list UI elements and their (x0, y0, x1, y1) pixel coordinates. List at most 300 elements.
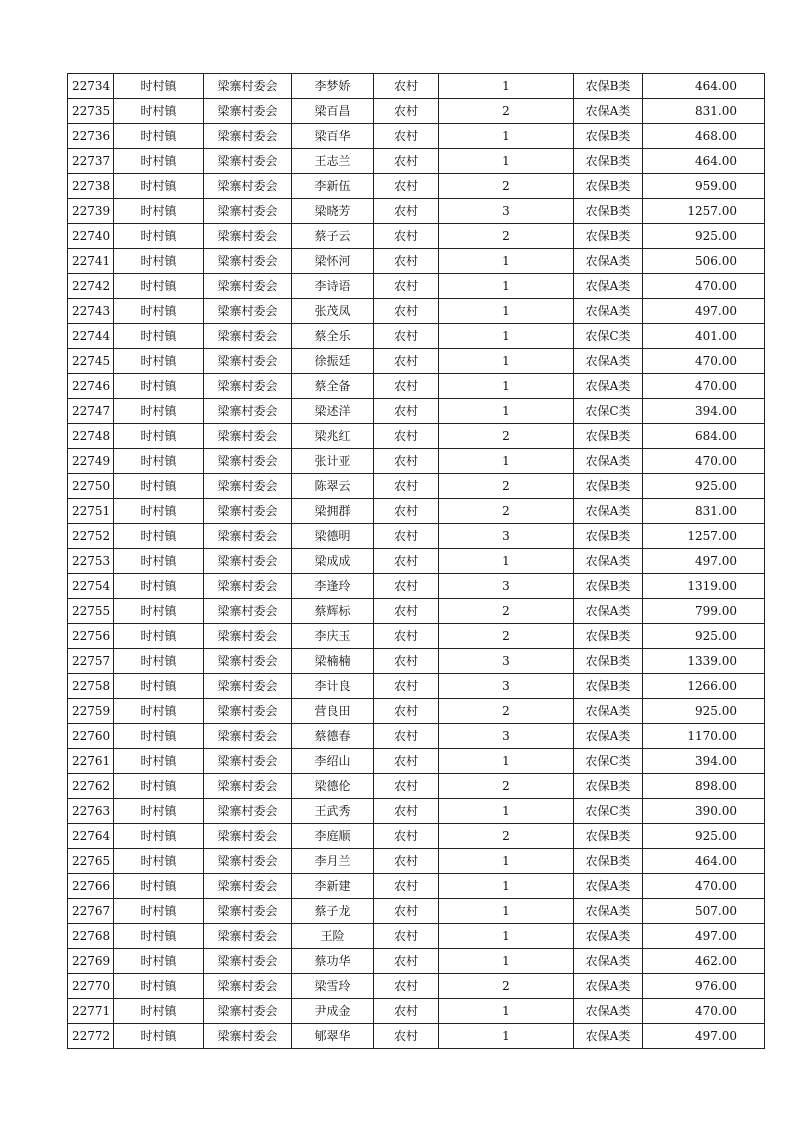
village-committee-cell: 梁寨村委会 (204, 749, 292, 774)
persons-count-cell: 1 (439, 374, 574, 399)
amount-cell: 462.00 (643, 949, 765, 974)
record-id-cell: 22744 (68, 324, 114, 349)
record-id-cell: 22756 (68, 624, 114, 649)
amount-cell: 1339.00 (643, 649, 765, 674)
village-committee-cell: 梁寨村委会 (204, 599, 292, 624)
town-cell: 时村镇 (114, 299, 204, 324)
table-row (68, 299, 765, 324)
person-name-cell: 蔡德春 (292, 724, 374, 749)
persons-count-cell: 2 (439, 974, 574, 999)
amount-cell: 497.00 (643, 1024, 765, 1049)
insurance-category-cell: 农保A类 (574, 274, 643, 299)
person-name-cell: 蔡全备 (292, 374, 374, 399)
table-body (68, 74, 765, 1049)
area-type-cell: 农村 (374, 674, 439, 699)
area-type-cell: 农村 (374, 899, 439, 924)
person-name-cell: 李梦娇 (292, 74, 374, 99)
record-id-cell: 22742 (68, 274, 114, 299)
record-id-cell: 22754 (68, 574, 114, 599)
area-type-cell: 农村 (374, 749, 439, 774)
village-committee-cell: 梁寨村委会 (204, 124, 292, 149)
town-cell: 时村镇 (114, 124, 204, 149)
area-type-cell: 农村 (374, 399, 439, 424)
area-type-cell: 农村 (374, 324, 439, 349)
area-type-cell: 农村 (374, 1024, 439, 1049)
area-type-cell: 农村 (374, 699, 439, 724)
amount-cell: 507.00 (643, 899, 765, 924)
village-committee-cell: 梁寨村委会 (204, 174, 292, 199)
village-committee-cell: 梁寨村委会 (204, 699, 292, 724)
area-type-cell: 农村 (374, 724, 439, 749)
amount-cell: 390.00 (643, 799, 765, 824)
amount-cell: 506.00 (643, 249, 765, 274)
persons-count-cell: 1 (439, 149, 574, 174)
insurance-category-cell: 农保A类 (574, 1024, 643, 1049)
persons-count-cell: 2 (439, 774, 574, 799)
person-name-cell: 梁述洋 (292, 399, 374, 424)
table-row (68, 74, 765, 99)
table-row (68, 274, 765, 299)
village-committee-cell: 梁寨村委会 (204, 799, 292, 824)
table-row (68, 174, 765, 199)
table-row (68, 724, 765, 749)
area-type-cell: 农村 (374, 574, 439, 599)
amount-cell: 464.00 (643, 74, 765, 99)
village-committee-cell: 梁寨村委会 (204, 499, 292, 524)
persons-count-cell: 3 (439, 524, 574, 549)
table-row (68, 574, 765, 599)
persons-count-cell: 2 (439, 499, 574, 524)
town-cell: 时村镇 (114, 999, 204, 1024)
record-id-cell: 22766 (68, 874, 114, 899)
area-type-cell: 农村 (374, 624, 439, 649)
person-name-cell: 梁成成 (292, 549, 374, 574)
record-id-cell: 22772 (68, 1024, 114, 1049)
persons-count-cell: 1 (439, 949, 574, 974)
insurance-category-cell: 农保B类 (574, 774, 643, 799)
area-type-cell: 农村 (374, 124, 439, 149)
town-cell: 时村镇 (114, 449, 204, 474)
record-id-cell: 22769 (68, 949, 114, 974)
record-id-cell: 22765 (68, 849, 114, 874)
insurance-category-cell: 农保A类 (574, 599, 643, 624)
amount-cell: 959.00 (643, 174, 765, 199)
record-id-cell: 22759 (68, 699, 114, 724)
village-committee-cell: 梁寨村委会 (204, 574, 292, 599)
insurance-category-cell: 农保B类 (574, 124, 643, 149)
persons-count-cell: 1 (439, 274, 574, 299)
amount-cell: 831.00 (643, 499, 765, 524)
village-committee-cell: 梁寨村委会 (204, 674, 292, 699)
record-id-cell: 22757 (68, 649, 114, 674)
village-committee-cell: 梁寨村委会 (204, 449, 292, 474)
person-name-cell: 营良田 (292, 699, 374, 724)
insurance-category-cell: 农保B类 (574, 674, 643, 699)
person-name-cell: 郇翠华 (292, 1024, 374, 1049)
area-type-cell: 农村 (374, 299, 439, 324)
persons-count-cell: 2 (439, 424, 574, 449)
person-name-cell: 张茂凤 (292, 299, 374, 324)
record-id-cell: 22736 (68, 124, 114, 149)
amount-cell: 394.00 (643, 749, 765, 774)
area-type-cell: 农村 (374, 599, 439, 624)
insurance-category-cell: 农保A类 (574, 999, 643, 1024)
persons-count-cell: 2 (439, 99, 574, 124)
table-row (68, 524, 765, 549)
insurance-category-cell: 农保A类 (574, 874, 643, 899)
town-cell: 时村镇 (114, 324, 204, 349)
record-id-cell: 22770 (68, 974, 114, 999)
area-type-cell: 农村 (374, 824, 439, 849)
persons-count-cell: 1 (439, 874, 574, 899)
persons-count-cell: 3 (439, 199, 574, 224)
amount-cell: 1266.00 (643, 674, 765, 699)
persons-count-cell: 1 (439, 899, 574, 924)
village-committee-cell: 梁寨村委会 (204, 99, 292, 124)
village-committee-cell: 梁寨村委会 (204, 824, 292, 849)
record-id-cell: 22768 (68, 924, 114, 949)
table-row (68, 649, 765, 674)
person-name-cell: 梁百华 (292, 124, 374, 149)
record-id-cell: 22749 (68, 449, 114, 474)
person-name-cell: 李新伍 (292, 174, 374, 199)
amount-cell: 898.00 (643, 774, 765, 799)
record-id-cell: 22755 (68, 599, 114, 624)
table-row (68, 399, 765, 424)
village-committee-cell: 梁寨村委会 (204, 224, 292, 249)
person-name-cell: 李诗语 (292, 274, 374, 299)
amount-cell: 470.00 (643, 349, 765, 374)
table-row (68, 474, 765, 499)
amount-cell: 925.00 (643, 824, 765, 849)
amount-cell: 464.00 (643, 149, 765, 174)
persons-count-cell: 1 (439, 249, 574, 274)
town-cell: 时村镇 (114, 499, 204, 524)
person-name-cell: 王志兰 (292, 149, 374, 174)
table-row (68, 599, 765, 624)
town-cell: 时村镇 (114, 249, 204, 274)
village-committee-cell: 梁寨村委会 (204, 199, 292, 224)
insurance-category-cell: 农保A类 (574, 899, 643, 924)
person-name-cell: 蔡子云 (292, 224, 374, 249)
table-row (68, 224, 765, 249)
amount-cell: 1257.00 (643, 199, 765, 224)
person-name-cell: 梁百昌 (292, 99, 374, 124)
village-committee-cell: 梁寨村委会 (204, 549, 292, 574)
area-type-cell: 农村 (374, 949, 439, 974)
insurance-category-cell: 农保A类 (574, 449, 643, 474)
insurance-category-cell: 农保A类 (574, 949, 643, 974)
person-name-cell: 王武秀 (292, 799, 374, 824)
insurance-category-cell: 农保B类 (574, 474, 643, 499)
area-type-cell: 农村 (374, 999, 439, 1024)
area-type-cell: 农村 (374, 99, 439, 124)
area-type-cell: 农村 (374, 924, 439, 949)
person-name-cell: 蔡功华 (292, 949, 374, 974)
persons-count-cell: 1 (439, 999, 574, 1024)
record-id-cell: 22762 (68, 774, 114, 799)
amount-cell: 394.00 (643, 399, 765, 424)
area-type-cell: 农村 (374, 424, 439, 449)
town-cell: 时村镇 (114, 774, 204, 799)
area-type-cell: 农村 (374, 849, 439, 874)
persons-count-cell: 1 (439, 849, 574, 874)
record-id-cell: 22745 (68, 349, 114, 374)
person-name-cell: 李庭顺 (292, 824, 374, 849)
person-name-cell: 梁兆红 (292, 424, 374, 449)
person-name-cell: 梁楠楠 (292, 649, 374, 674)
town-cell: 时村镇 (114, 149, 204, 174)
table-row (68, 999, 765, 1024)
person-name-cell: 徐振廷 (292, 349, 374, 374)
insurance-category-cell: 农保A类 (574, 549, 643, 574)
record-id-cell: 22737 (68, 149, 114, 174)
village-committee-cell: 梁寨村委会 (204, 874, 292, 899)
town-cell: 时村镇 (114, 749, 204, 774)
insurance-category-cell: 农保A类 (574, 924, 643, 949)
village-committee-cell: 梁寨村委会 (204, 74, 292, 99)
record-id-cell: 22760 (68, 724, 114, 749)
village-committee-cell: 梁寨村委会 (204, 149, 292, 174)
amount-cell: 976.00 (643, 974, 765, 999)
town-cell: 时村镇 (114, 474, 204, 499)
persons-count-cell: 3 (439, 649, 574, 674)
area-type-cell: 农村 (374, 799, 439, 824)
table-row (68, 874, 765, 899)
town-cell: 时村镇 (114, 899, 204, 924)
town-cell: 时村镇 (114, 599, 204, 624)
town-cell: 时村镇 (114, 1024, 204, 1049)
amount-cell: 1170.00 (643, 724, 765, 749)
person-name-cell: 李新建 (292, 874, 374, 899)
town-cell: 时村镇 (114, 674, 204, 699)
person-name-cell: 梁德伦 (292, 774, 374, 799)
person-name-cell: 张计亚 (292, 449, 374, 474)
area-type-cell: 农村 (374, 74, 439, 99)
town-cell: 时村镇 (114, 224, 204, 249)
persons-count-cell: 2 (439, 824, 574, 849)
persons-count-cell: 1 (439, 324, 574, 349)
person-name-cell: 梁雪玲 (292, 974, 374, 999)
area-type-cell: 农村 (374, 524, 439, 549)
town-cell: 时村镇 (114, 524, 204, 549)
area-type-cell: 农村 (374, 874, 439, 899)
town-cell: 时村镇 (114, 199, 204, 224)
area-type-cell: 农村 (374, 974, 439, 999)
village-committee-cell: 梁寨村委会 (204, 949, 292, 974)
persons-count-cell: 2 (439, 224, 574, 249)
person-name-cell: 梁拥群 (292, 499, 374, 524)
table-row (68, 749, 765, 774)
record-id-cell: 22740 (68, 224, 114, 249)
town-cell: 时村镇 (114, 624, 204, 649)
persons-count-cell: 2 (439, 474, 574, 499)
person-name-cell: 梁怀河 (292, 249, 374, 274)
table-row (68, 824, 765, 849)
amount-cell: 470.00 (643, 374, 765, 399)
town-cell: 时村镇 (114, 399, 204, 424)
village-committee-cell: 梁寨村委会 (204, 474, 292, 499)
amount-cell: 401.00 (643, 324, 765, 349)
amount-cell: 470.00 (643, 449, 765, 474)
persons-count-cell: 1 (439, 399, 574, 424)
area-type-cell: 农村 (374, 549, 439, 574)
amount-cell: 497.00 (643, 549, 765, 574)
village-committee-cell: 梁寨村委会 (204, 324, 292, 349)
insurance-category-cell: 农保B类 (574, 824, 643, 849)
insurance-category-cell: 农保C类 (574, 324, 643, 349)
amount-cell: 1257.00 (643, 524, 765, 549)
data-table (67, 73, 765, 1049)
person-name-cell: 蔡子龙 (292, 899, 374, 924)
village-committee-cell: 梁寨村委会 (204, 774, 292, 799)
table-row (68, 199, 765, 224)
record-id-cell: 22767 (68, 899, 114, 924)
insurance-category-cell: 农保C类 (574, 399, 643, 424)
town-cell: 时村镇 (114, 824, 204, 849)
insurance-category-cell: 农保B类 (574, 574, 643, 599)
table-row (68, 899, 765, 924)
village-committee-cell: 梁寨村委会 (204, 849, 292, 874)
insurance-category-cell: 农保A类 (574, 299, 643, 324)
persons-count-cell: 1 (439, 799, 574, 824)
town-cell: 时村镇 (114, 349, 204, 374)
amount-cell: 468.00 (643, 124, 765, 149)
record-id-cell: 22738 (68, 174, 114, 199)
persons-count-cell: 3 (439, 724, 574, 749)
record-id-cell: 22764 (68, 824, 114, 849)
village-committee-cell: 梁寨村委会 (204, 524, 292, 549)
amount-cell: 684.00 (643, 424, 765, 449)
persons-count-cell: 1 (439, 1024, 574, 1049)
village-committee-cell: 梁寨村委会 (204, 374, 292, 399)
table-row (68, 674, 765, 699)
amount-cell: 925.00 (643, 699, 765, 724)
town-cell: 时村镇 (114, 799, 204, 824)
area-type-cell: 农村 (374, 149, 439, 174)
persons-count-cell: 1 (439, 124, 574, 149)
amount-cell: 470.00 (643, 874, 765, 899)
table-row (68, 849, 765, 874)
area-type-cell: 农村 (374, 374, 439, 399)
town-cell: 时村镇 (114, 424, 204, 449)
insurance-category-cell: 农保B类 (574, 174, 643, 199)
insurance-category-cell: 农保B类 (574, 849, 643, 874)
insurance-category-cell: 农保A类 (574, 349, 643, 374)
person-name-cell: 梁晓芳 (292, 199, 374, 224)
table-row (68, 324, 765, 349)
town-cell: 时村镇 (114, 974, 204, 999)
record-id-cell: 22761 (68, 749, 114, 774)
table-row (68, 499, 765, 524)
persons-count-cell: 2 (439, 174, 574, 199)
person-name-cell: 李逢玲 (292, 574, 374, 599)
town-cell: 时村镇 (114, 574, 204, 599)
town-cell: 时村镇 (114, 924, 204, 949)
area-type-cell: 农村 (374, 274, 439, 299)
table-row (68, 99, 765, 124)
person-name-cell: 李绍山 (292, 749, 374, 774)
insurance-category-cell: 农保A类 (574, 724, 643, 749)
persons-count-cell: 2 (439, 599, 574, 624)
insurance-category-cell: 农保C类 (574, 749, 643, 774)
village-committee-cell: 梁寨村委会 (204, 249, 292, 274)
area-type-cell: 农村 (374, 224, 439, 249)
town-cell: 时村镇 (114, 724, 204, 749)
insurance-category-cell: 农保C类 (574, 799, 643, 824)
insurance-category-cell: 农保A类 (574, 499, 643, 524)
amount-cell: 497.00 (643, 299, 765, 324)
persons-count-cell: 1 (439, 349, 574, 374)
record-id-cell: 22763 (68, 799, 114, 824)
village-committee-cell: 梁寨村委会 (204, 299, 292, 324)
table-row (68, 549, 765, 574)
table-row (68, 624, 765, 649)
insurance-category-cell: 农保A类 (574, 374, 643, 399)
persons-count-cell: 3 (439, 674, 574, 699)
person-name-cell: 梁德明 (292, 524, 374, 549)
area-type-cell: 农村 (374, 474, 439, 499)
area-type-cell: 农村 (374, 449, 439, 474)
persons-count-cell: 1 (439, 924, 574, 949)
insurance-category-cell: 农保A类 (574, 249, 643, 274)
town-cell: 时村镇 (114, 99, 204, 124)
town-cell: 时村镇 (114, 274, 204, 299)
person-name-cell: 蔡全乐 (292, 324, 374, 349)
amount-cell: 925.00 (643, 624, 765, 649)
town-cell: 时村镇 (114, 74, 204, 99)
insurance-category-cell: 农保B类 (574, 424, 643, 449)
table-row (68, 924, 765, 949)
record-id-cell: 22750 (68, 474, 114, 499)
record-id-cell: 22751 (68, 499, 114, 524)
persons-count-cell: 2 (439, 699, 574, 724)
town-cell: 时村镇 (114, 949, 204, 974)
record-id-cell: 22735 (68, 99, 114, 124)
town-cell: 时村镇 (114, 849, 204, 874)
town-cell: 时村镇 (114, 699, 204, 724)
amount-cell: 464.00 (643, 849, 765, 874)
amount-cell: 831.00 (643, 99, 765, 124)
record-id-cell: 22741 (68, 249, 114, 274)
table-row (68, 449, 765, 474)
record-id-cell: 22734 (68, 74, 114, 99)
area-type-cell: 农村 (374, 499, 439, 524)
village-committee-cell: 梁寨村委会 (204, 724, 292, 749)
table-row (68, 374, 765, 399)
record-id-cell: 22739 (68, 199, 114, 224)
table-row (68, 974, 765, 999)
town-cell: 时村镇 (114, 874, 204, 899)
record-id-cell: 22747 (68, 399, 114, 424)
person-name-cell: 李庆玉 (292, 624, 374, 649)
town-cell: 时村镇 (114, 174, 204, 199)
town-cell: 时村镇 (114, 649, 204, 674)
insurance-category-cell: 农保B类 (574, 624, 643, 649)
persons-count-cell: 3 (439, 574, 574, 599)
table-row (68, 249, 765, 274)
table-row (68, 1024, 765, 1049)
area-type-cell: 农村 (374, 649, 439, 674)
person-name-cell: 王险 (292, 924, 374, 949)
table-row (68, 799, 765, 824)
person-name-cell: 尹成金 (292, 999, 374, 1024)
amount-cell: 925.00 (643, 224, 765, 249)
village-committee-cell: 梁寨村委会 (204, 899, 292, 924)
person-name-cell: 蔡辉标 (292, 599, 374, 624)
village-committee-cell: 梁寨村委会 (204, 624, 292, 649)
insurance-category-cell: 农保B类 (574, 74, 643, 99)
